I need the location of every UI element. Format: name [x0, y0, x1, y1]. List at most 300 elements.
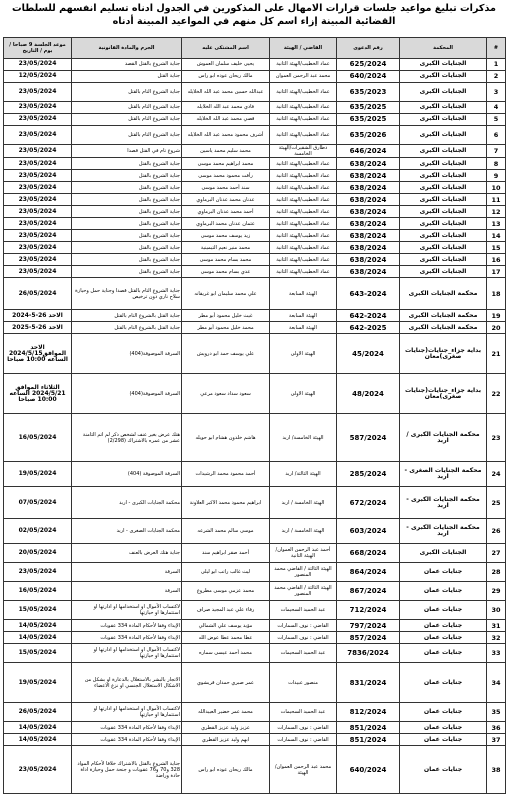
session-date-cell: 14/05/2024 — [4, 722, 72, 734]
table-row — [4, 59, 506, 71]
case-number-cell: 285/2024 — [337, 462, 400, 487]
defendant-cell: علي يوسف حمد ابو درويش — [182, 334, 270, 374]
defendant-cell: محمد ابراهيم محمد موسى — [182, 158, 270, 170]
charge-cell: جناية هتك العرض بالعنف — [72, 544, 182, 563]
row-index: 8 — [487, 158, 506, 170]
row-index: 36 — [487, 722, 506, 734]
defendant-cell: محمد خليل محمود أبو مطر — [182, 322, 270, 334]
table-row — [4, 334, 506, 374]
table-row — [4, 266, 506, 278]
row-index: 23 — [487, 414, 506, 462]
case-number-cell: 812/2024 — [337, 703, 400, 722]
defendant-cell: عمر صبري حمدان قريشوي — [182, 663, 270, 703]
session-date-cell: 16/05/2024 — [4, 414, 72, 462]
case-number-cell: 642-2025 — [337, 322, 400, 334]
row-index: 13 — [487, 218, 506, 230]
table-row — [4, 620, 506, 632]
case-number-cell: 864/2024 — [337, 563, 400, 582]
case-number-cell: 635/2025 — [337, 114, 400, 126]
judge-cell: الهيئة السابعة — [270, 278, 337, 310]
court-cell: محكمة الجنايات الكبرى — [400, 278, 487, 310]
table-row — [4, 206, 506, 218]
court-cell: جنايات عمان — [400, 620, 487, 632]
charge-cell: الإيذاء وفقا لأحكام المادة 334 عقوبات — [72, 632, 182, 644]
judge-cell: عماد الخطيب/الهيئة الثانية — [270, 182, 337, 194]
defendant-cell: هاشم خلدون هشام ابو حويله — [182, 414, 270, 462]
defendant-cell: محمد عزمي موسى مطروع — [182, 582, 270, 601]
judge-cell: الهيئة السابعة — [270, 310, 337, 322]
judge-cell: محمد عبد الرحمن العموان — [270, 71, 337, 83]
court-cell: جنايات عمان — [400, 632, 487, 644]
judge-cell: عماد الخطيب/الهيئة الثانية — [270, 218, 337, 230]
table-row — [4, 242, 506, 254]
header-charge: الجرم والمادة القانونية — [72, 38, 182, 59]
court-cell: جنايات عمان — [400, 601, 487, 620]
header-date: موعد الجلسة 9 صباحا /يوم / التاريخ — [4, 38, 72, 59]
session-date-cell: 16/05/2024 — [4, 582, 72, 601]
court-cell: الجنايات الكبرى — [400, 71, 487, 83]
row-index: 32 — [487, 632, 506, 644]
session-date-cell: الاحد 26-5-2024 — [4, 310, 72, 322]
table-row — [4, 601, 506, 620]
charge-cell: جناية الشروع بالقتل — [72, 254, 182, 266]
judge-cell: الهيئة الثالثة / القاضي محمد المنصور — [270, 582, 337, 601]
case-number-cell: 638/2024 — [337, 182, 400, 194]
defendant-cell: ابهم وليد عزيز القطري — [182, 734, 270, 746]
case-number-cell: 646/2024 — [337, 145, 400, 158]
defendant-cell: قصي محمد عبد الله الخلايله — [182, 114, 270, 126]
case-number-cell: 857/2024 — [337, 632, 400, 644]
session-date-cell: 23/05/2024 — [4, 170, 72, 182]
court-cell: الجنايات الكبرى — [400, 182, 487, 194]
court-cell: الجنايات الكبرى — [400, 206, 487, 218]
defendant-cell: عدي بسام محمد موسى — [182, 266, 270, 278]
judge-cell: الهيئة الثالثة / القاضي محمد المنصور — [270, 563, 337, 582]
defendant-cell: عدنان محمد عدنان البرماوي — [182, 194, 270, 206]
judge-cell: عبد الحميد السحيمات — [270, 644, 337, 663]
row-index: 34 — [487, 663, 506, 703]
charge-cell: جناية القتل — [72, 71, 182, 83]
header-index: # — [487, 38, 506, 59]
charge-cell: السرقة الموصوفة(404) — [72, 374, 182, 414]
row-index: 2 — [487, 71, 506, 83]
court-cell: محكمة الجنايات الكبرى - اربد — [400, 487, 487, 519]
session-date-cell: 20/05/2024 — [4, 544, 72, 563]
charge-cell: الإيذاء وفقا لأحكام المادة 334 عقوبات — [72, 734, 182, 746]
court-cell: جنايات عمان — [400, 722, 487, 734]
header-defendant: اسم المشتكى عليه — [182, 38, 270, 59]
table-row — [4, 544, 506, 563]
session-date-cell: 23/05/2024 — [4, 158, 72, 170]
court-cell: الجنايات الكبرى — [400, 242, 487, 254]
case-number-cell: 640/2024 — [337, 71, 400, 83]
case-number-cell: 45/2024 — [337, 334, 400, 374]
defendant-cell: يحيى خليف سلمان العموش — [182, 59, 270, 71]
table-row — [4, 644, 506, 663]
session-date-cell: 14/05/2024 — [4, 632, 72, 644]
row-index: 7 — [487, 145, 506, 158]
row-index: 26 — [487, 519, 506, 544]
court-cell: جنايات عمان — [400, 663, 487, 703]
case-number-cell: 668/2024 — [337, 544, 400, 563]
defendant-cell: محمد بسام محمد موسى — [182, 254, 270, 266]
session-date-cell: 23/05/2024 — [4, 230, 72, 242]
charge-cell: جناية القتل بالشروع التام بالقتل — [72, 322, 182, 334]
case-number-cell: 638/2024 — [337, 254, 400, 266]
row-index: 37 — [487, 734, 506, 746]
case-number-cell: 640/2024 — [337, 746, 400, 794]
session-date-cell: 23/05/2024 — [4, 126, 72, 145]
court-cell: جنايات عمان — [400, 644, 487, 663]
table-row — [4, 746, 506, 794]
row-index: 30 — [487, 601, 506, 620]
charge-cell: جناية القتل بالشروع التام بالقتل — [72, 310, 182, 322]
session-date-cell: 23/05/2024 — [4, 114, 72, 126]
judge-cell: الهيئة الاولى — [270, 374, 337, 414]
case-number-cell: 7836/2024 — [337, 644, 400, 663]
session-date-cell: 23/05/2024 — [4, 563, 72, 582]
court-cell: محكمة الجنايات الكبرى - اربد — [400, 519, 487, 544]
row-index: 31 — [487, 620, 506, 632]
row-index: 5 — [487, 114, 506, 126]
row-index: 10 — [487, 182, 506, 194]
page-title: مذكرات تبليغ مواعيد جلسات قرارات الامهال على المذكورين في الجدول ادناه تسليم انفسهم للسلطات القضائية المبينة إزاء اسم كل منهم في المواعيد المبينة أدناه — [11, 3, 496, 27]
session-date-cell: 23/05/2024 — [4, 59, 72, 71]
court-cell: الجنايات الكبرى — [400, 126, 487, 145]
judge-cell: عماد الخطيب/الهيئة الثانية — [270, 242, 337, 254]
session-date-cell: 15/05/2024 — [4, 644, 72, 663]
defendant-cell: محمد عمر خضير العبيدالله — [182, 703, 270, 722]
defendant-cell: محمد أحمد عيسى سماره — [182, 644, 270, 663]
defendant-cell: أحمد محمود محمد الرشيدات — [182, 462, 270, 487]
session-date-cell: 23/05/2024 — [4, 145, 72, 158]
session-date-cell: 26/05/2024 — [4, 278, 72, 310]
court-cell: الجنايات الكبرى — [400, 102, 487, 114]
defendant-cell: أحمد محمد عدنان البرماوي — [182, 206, 270, 218]
session-date-cell: 23/05/2024 — [4, 218, 72, 230]
judge-cell: عماد الخطيب/الهيئة الثانية — [270, 126, 337, 145]
row-index: 29 — [487, 582, 506, 601]
row-index: 17 — [487, 266, 506, 278]
session-date-cell: 23/05/2024 — [4, 242, 72, 254]
judge-cell: محمد عبد الرحمن العموان/الهيئة — [270, 746, 337, 794]
court-cell: جنايات عمان — [400, 582, 487, 601]
charge-cell: جناية الشروع بالقتل — [72, 158, 182, 170]
session-date-cell: 23/05/2024 — [4, 254, 72, 266]
row-index: 35 — [487, 703, 506, 722]
charge-cell: الإيذاء وفقا لأحكام المادة 334 عقوبات — [72, 620, 182, 632]
row-index: 20 — [487, 322, 506, 334]
row-index: 27 — [487, 544, 506, 563]
table-row — [4, 126, 506, 145]
court-cell: الجنايات الكبرى — [400, 59, 487, 71]
table-row — [4, 414, 506, 462]
defendant-cell: عثمان عدنان محمد البرماوي — [182, 218, 270, 230]
judge-cell: عماد الخطيب/الهيئة الثانية — [270, 158, 337, 170]
row-index: 12 — [487, 206, 506, 218]
table-row — [4, 170, 506, 182]
defendant-cell: ابراهيم محمود محمد الاكبر العلاونة — [182, 487, 270, 519]
court-cell: جنايات عمان — [400, 703, 487, 722]
header-judge: القاضي / الهيئة — [270, 38, 337, 59]
case-number-cell: 603/2024 — [337, 519, 400, 544]
table-row — [4, 102, 506, 114]
charge-cell: جناية الشروع التام بالقتل — [72, 102, 182, 114]
case-number-cell: 48/2024 — [337, 374, 400, 414]
row-index: 38 — [487, 746, 506, 794]
row-index: 14 — [487, 230, 506, 242]
table-row — [4, 722, 506, 734]
charge-cell: جناية الشروع التام بالقتل — [72, 83, 182, 102]
row-index: 25 — [487, 487, 506, 519]
court-cell: الجنايات الكبرى — [400, 544, 487, 563]
header-case-no: رقم الدعوى — [337, 38, 400, 59]
table-row — [4, 254, 506, 266]
defendant-cell: رفاء علي عبد المجيد صراف — [182, 601, 270, 620]
case-number-cell: 587/2024 — [337, 414, 400, 462]
defendant-cell: عزيز وليد عزيز القطري — [182, 722, 270, 734]
defendant-cell: مؤيد يوسف علي الشمالي — [182, 620, 270, 632]
charge-cell: شروع تام في القتل قصدا — [72, 145, 182, 158]
defendant-cell: موسى سالم محمد الشرعه — [182, 519, 270, 544]
case-number-cell: 851/2024 — [337, 734, 400, 746]
charge-cell: الاتجار بالبشر بالاستغلال بالدعارة او بشكل من الاشكال الاستغلال الجنسي او نزع الاعضاء — [72, 663, 182, 703]
case-number-cell: 831/2024 — [337, 663, 400, 703]
court-cell: جنايات عمان — [400, 746, 487, 794]
court-cell: محكمة الجنايات الكبرى — [400, 310, 487, 322]
defendant-cell: مالك ريحان عوده ابو راس — [182, 746, 270, 794]
case-number-cell: 643-2024 — [337, 278, 400, 310]
case-number-cell: 635/2023 — [337, 83, 400, 102]
charge-cell: جناية الشروع التام بالقتل — [72, 114, 182, 126]
charge-cell: جناية الشروع بالقتل — [72, 170, 182, 182]
case-number-cell: 797/2024 — [337, 620, 400, 632]
defendant-cell: علي محمد سليمان ابو غريقانه — [182, 278, 270, 310]
case-number-cell: 638/2024 — [337, 158, 400, 170]
judge-cell: القاضي : نوف السمارات — [270, 632, 337, 644]
court-cell: الجنايات الكبرى — [400, 218, 487, 230]
court-cell: الجنايات الكبرى — [400, 254, 487, 266]
table-row — [4, 145, 506, 158]
case-number-cell: 851/2024 — [337, 722, 400, 734]
defendant-cell: مالك ريحان عوده ابو راس — [182, 71, 270, 83]
table-row — [4, 582, 506, 601]
defendant-cell: محمد سليم محمد ياسين — [182, 145, 270, 158]
judge-cell: عبد الحميد السحيمات — [270, 601, 337, 620]
charge-cell: محكمة الجنايات الكبرى - اربد — [72, 487, 182, 519]
judge-cell: عماد الخطيب/الهيئة الثانية — [270, 194, 337, 206]
judge-cell: القاضي : نوف السمارات — [270, 722, 337, 734]
table-row — [4, 158, 506, 170]
judge-cell: الهيئة الخامسة/ اربد — [270, 414, 337, 462]
charge-cell: محكمة الجنايات الصغرى - اربد — [72, 519, 182, 544]
court-cell: الجنايات الكبرى — [400, 83, 487, 102]
case-number-cell: 625/2024 — [337, 59, 400, 71]
judge-cell: عماد الخطيب/الهيئة الثانية — [270, 266, 337, 278]
case-number-cell: 638/2024 — [337, 194, 400, 206]
session-date-cell: الثلاثاء الموافق 2024/5/21 الساعه 10:00 صباحا — [4, 374, 72, 414]
case-number-cell: 638/2024 — [337, 266, 400, 278]
charge-cell: لاكتساب الأموال او استخدامها او ادارتها او استثمارها او حيازتها — [72, 644, 182, 663]
defendant-cell: أشرف محمود محمد عبد الله الخلايله — [182, 126, 270, 145]
charge-cell: جناية الشروع بالقتل — [72, 182, 182, 194]
case-number-cell: 638/2024 — [337, 242, 400, 254]
table-row — [4, 374, 506, 414]
charge-cell: جناية الشروع بالقتل بالاشتراك خلافا لأحكام المواد 328 و70 و76 عقوبات و جنحة حمل وحيازة اداة حادة وراضة — [72, 746, 182, 794]
charge-cell: جناية الشروع بالقتل — [72, 266, 182, 278]
court-cell: جنايات عمان — [400, 734, 487, 746]
court-cell: الجنايات الكبرى — [400, 194, 487, 206]
court-cell: الجنايات الكبرى — [400, 170, 487, 182]
row-index: 9 — [487, 170, 506, 182]
table-row — [4, 632, 506, 644]
row-index: 18 — [487, 278, 506, 310]
charge-cell: جناية الشروع بالقتل — [72, 194, 182, 206]
row-index: 24 — [487, 462, 506, 487]
session-date-cell: 12/05/2024 — [4, 71, 72, 83]
judge-cell: عماد الخطيب/الهيئة الثانية — [270, 206, 337, 218]
charge-cell: السرقة — [72, 582, 182, 601]
defendant-cell: غيث خليل محمود أبو مطر — [182, 310, 270, 322]
session-date-cell: 26/05/2024 — [4, 703, 72, 722]
row-index: 1 — [487, 59, 506, 71]
defendant-cell: أحمد صقر ابراهيم سند — [182, 544, 270, 563]
row-index: 28 — [487, 563, 506, 582]
judge-cell: الهيئة الثالثة/ اربد — [270, 462, 337, 487]
table-row — [4, 310, 506, 322]
case-number-cell: 867/2024 — [337, 582, 400, 601]
table-row — [4, 703, 506, 722]
judge-cell: الهيئة السابعة — [270, 322, 337, 334]
charge-cell: جناية الشروع بالقتل — [72, 242, 182, 254]
judge-cell: عماد الخطيب/الهيئة الثانية — [270, 59, 337, 71]
session-date-cell: 07/05/2024 — [4, 487, 72, 519]
court-cell: محكمة الجنايات الكبرى / اربد — [400, 414, 487, 462]
row-index: 33 — [487, 644, 506, 663]
court-cell: بداية جزاء_جنايات(جنايات صغرى)معان — [400, 374, 487, 414]
session-date-cell: 23/05/2024 — [4, 266, 72, 278]
court-cell: الجنايات الكبرى — [400, 266, 487, 278]
session-date-cell: 23/05/2024 — [4, 206, 72, 218]
court-cell: جنايات عمان — [400, 563, 487, 582]
table-header-row — [4, 38, 506, 59]
charge-cell: هتك عرض بغير عنف لشخص ذكر لم اتم الثامنة عشر من عمره بالاشتراك (2/298) — [72, 414, 182, 462]
defendant-cell: رأفت محمود محمد موسى — [182, 170, 270, 182]
row-index: 22 — [487, 374, 506, 414]
case-number-cell: 712/2024 — [337, 601, 400, 620]
table-row — [4, 462, 506, 487]
table-row — [4, 218, 506, 230]
judge-cell: عماد الخطيب/الهيئة الثانية — [270, 230, 337, 242]
session-date-cell: 14/05/2024 — [4, 620, 72, 632]
header-court: المحكمة — [400, 38, 487, 59]
judge-cell: الهيئة الخامسة / اربد — [270, 487, 337, 519]
session-date-cell: 15/05/2024 — [4, 601, 72, 620]
charge-cell: لاكتساب الأموال او استخدامها او ادارتها او استثمارها او حيازتها — [72, 703, 182, 722]
row-index: 4 — [487, 102, 506, 114]
charge-cell: جناية الشروع بالقتل — [72, 206, 182, 218]
row-index: 15 — [487, 242, 506, 254]
table-row — [4, 278, 506, 310]
session-date-cell: الاحد الموافق2024/5/15 الساعه 10:00 صباحا — [4, 334, 72, 374]
session-date-cell: 14/05/2024 — [4, 734, 72, 746]
judge-cell: منصور عبيدات — [270, 663, 337, 703]
table-row — [4, 563, 506, 582]
defendant-cell: سعود سداد سعود مرعي — [182, 374, 270, 414]
case-number-cell: 638/2024 — [337, 230, 400, 242]
table-row — [4, 114, 506, 126]
defendant-cell: زيد يوسف محمد موسى — [182, 230, 270, 242]
court-cell: بداية جزاء_جنايات(جنايات صغرى)معان — [400, 334, 487, 374]
table-row — [4, 182, 506, 194]
session-date-cell: 23/05/2024 — [4, 102, 72, 114]
table-row — [4, 71, 506, 83]
case-number-cell: 635/2026 — [337, 126, 400, 145]
row-index: 6 — [487, 126, 506, 145]
judge-cell: القاضي : نوف السمارات — [270, 620, 337, 632]
row-index: 21 — [487, 334, 506, 374]
court-cell: محكمة الجنايات الكبرى — [400, 322, 487, 334]
charge-cell: الإيذاء وفقا لأحكام المادة 334 عقوبات — [72, 722, 182, 734]
defendant-cell: ليث غالب راتب ابو ليلى — [182, 563, 270, 582]
session-date-cell: الاحد 26-5-2025 — [4, 322, 72, 334]
table-row — [4, 322, 506, 334]
charge-cell: السرقة — [72, 563, 182, 582]
defendant-cell: محمد منير نعيم التيمينية — [182, 242, 270, 254]
judge-cell: الهيئة الاولى — [270, 334, 337, 374]
court-cell: محكمة الجنايات الصغرى - اربد — [400, 462, 487, 487]
judge-cell: عماد الخطيب/الهيئة الثانية — [270, 102, 337, 114]
charge-cell: السرقة الموصوفة (404) — [72, 462, 182, 487]
court-cell: الجنايات الكبرى — [400, 114, 487, 126]
session-date-cell: 23/05/2024 — [4, 746, 72, 794]
case-number-cell: 638/2024 — [337, 218, 400, 230]
charge-cell: جناية الشروع بالقتل — [72, 230, 182, 242]
judge-cell: الهيئة الخامسة / اربد — [270, 519, 337, 544]
row-index: 3 — [487, 83, 506, 102]
defendant-cell: عطا محمد عطا عوض الله — [182, 632, 270, 644]
defendant-cell: فادي محمد عبد الله الخلايله — [182, 102, 270, 114]
session-date-cell: 02/05/2024 — [4, 519, 72, 544]
table-row — [4, 83, 506, 102]
judge-cell: عماد الخطيب/الهيئة الثانية — [270, 114, 337, 126]
charge-cell: جناية الشروع بالقتل — [72, 218, 182, 230]
row-index: 11 — [487, 194, 506, 206]
defendant-cell: سند أحمد محمد موسى — [182, 182, 270, 194]
case-number-cell: 638/2024 — [337, 170, 400, 182]
table-row — [4, 519, 506, 544]
session-date-cell: 23/05/2024 — [4, 83, 72, 102]
case-number-cell: 638/2024 — [337, 206, 400, 218]
court-cell: الجنايات الكبرى — [400, 230, 487, 242]
charge-cell: جناية الشروع بالقتل القصد — [72, 59, 182, 71]
case-number-cell: 672/2024 — [337, 487, 400, 519]
court-cell: الجنايات الكبرى — [400, 145, 487, 158]
judge-cell: دطارق الشقيرات/الهيئة الخامسة — [270, 145, 337, 158]
table-row — [4, 663, 506, 703]
defendant-cell: عبدالله حسين محمد عبد الله الخلايله — [182, 83, 270, 102]
judge-cell: عبد الحميد السحيمات — [270, 703, 337, 722]
row-index: 16 — [487, 254, 506, 266]
table-row — [4, 194, 506, 206]
session-date-cell: 23/05/2024 — [4, 194, 72, 206]
case-number-cell: 642-2024 — [337, 310, 400, 322]
session-date-cell: 23/05/2024 — [4, 182, 72, 194]
table-row — [4, 734, 506, 746]
case-number-cell: 635/2025 — [337, 102, 400, 114]
judge-cell: أحمد عبد الرحمن العموان/الهيئة الثانية — [270, 544, 337, 563]
charge-cell: جناية الشروع التام بالقتل قصدا وجناية حمل وحيازة سلاح ناري دون ترخيص — [72, 278, 182, 310]
